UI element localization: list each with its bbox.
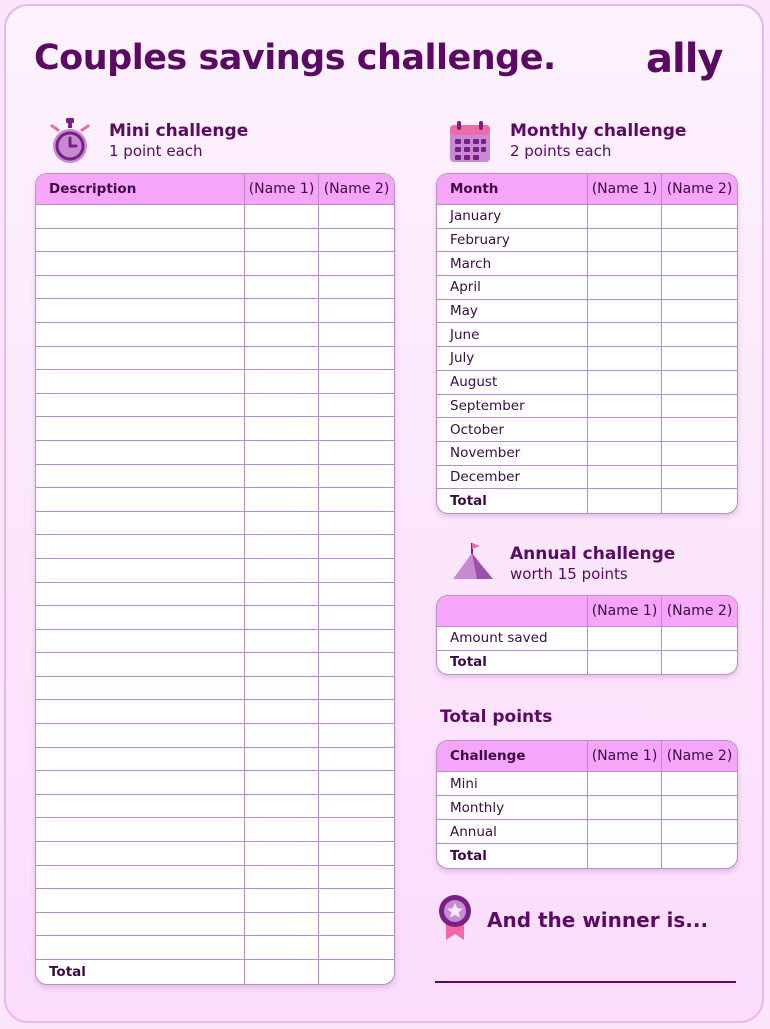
name1-cell[interactable] [588, 418, 662, 442]
table-row [36, 818, 394, 842]
row-label[interactable]: June [437, 323, 588, 347]
ally-logo: ally [646, 36, 723, 82]
description-cell[interactable] [36, 748, 245, 772]
name1-cell[interactable] [245, 370, 319, 394]
total-row [437, 844, 737, 868]
name2-cell[interactable] [319, 889, 394, 913]
description-cell[interactable] [36, 323, 245, 347]
table-row [437, 347, 737, 371]
name1-cell[interactable] [245, 535, 319, 559]
table-row [36, 299, 394, 323]
description-cell[interactable] [36, 606, 245, 630]
name2-cell[interactable] [319, 276, 394, 300]
name2-cell[interactable] [319, 748, 394, 772]
name2-cell[interactable] [319, 771, 394, 795]
annual-subtitle: worth 15 points [510, 565, 628, 583]
name1-cell[interactable] [588, 347, 662, 371]
name1-cell[interactable] [245, 866, 319, 890]
table-row [36, 205, 394, 229]
winner-text: And the winner is... [487, 908, 709, 932]
name1-cell[interactable] [245, 818, 319, 842]
column-header-name1: (Name 1) [588, 596, 662, 627]
row-label[interactable]: July [437, 347, 588, 371]
mini-header [109, 121, 248, 160]
name1-cell[interactable] [245, 700, 319, 724]
table-row [36, 347, 394, 371]
name1-cell[interactable] [588, 371, 662, 395]
table-row [36, 276, 394, 300]
name2-cell[interactable] [662, 627, 737, 651]
name2-cell[interactable] [319, 700, 394, 724]
row-label[interactable]: October [437, 418, 588, 442]
description-cell[interactable] [36, 417, 245, 441]
description-cell[interactable] [36, 724, 245, 748]
table-row [36, 936, 394, 960]
name2-cell[interactable] [319, 465, 394, 489]
name1-cell[interactable] [245, 936, 319, 960]
name1-cell[interactable] [245, 842, 319, 866]
table-row [437, 300, 737, 324]
name1-cell[interactable] [245, 559, 319, 583]
monthly-subtitle: 2 points each [510, 142, 612, 160]
description-cell[interactable] [36, 559, 245, 583]
table-row [437, 323, 737, 347]
page-title: Couples savings challenge. [34, 38, 556, 78]
name2-cell[interactable] [319, 229, 394, 253]
table-row [36, 394, 394, 418]
column-header-month: Month [437, 174, 588, 205]
description-cell[interactable] [36, 818, 245, 842]
mini-subtitle: 1 point each [109, 142, 203, 160]
name1-cell[interactable] [245, 606, 319, 630]
name1-cell[interactable] [588, 466, 662, 490]
table-row [36, 535, 394, 559]
table-row [36, 677, 394, 701]
table-row [437, 371, 737, 395]
total-label[interactable]: Total [437, 489, 588, 513]
name2-cell[interactable] [319, 370, 394, 394]
award-ribbon-icon [437, 894, 473, 942]
name2-cell[interactable] [319, 795, 394, 819]
table-row [36, 630, 394, 654]
table-row [36, 653, 394, 677]
name2-cell[interactable] [319, 417, 394, 441]
description-cell[interactable] [36, 370, 245, 394]
column-header-name2: (Name 2) [319, 174, 394, 205]
name2-cell[interactable] [319, 866, 394, 890]
name1-cell[interactable] [588, 300, 662, 324]
row-label[interactable]: Annual [437, 820, 588, 844]
description-cell[interactable] [36, 205, 245, 229]
total-row [36, 960, 394, 984]
table-row [36, 842, 394, 866]
total-label[interactable]: Total [437, 844, 588, 868]
description-cell[interactable] [36, 394, 245, 418]
mini-challenge-table [35, 173, 395, 985]
row-label[interactable]: Monthly [437, 796, 588, 820]
table-row [36, 889, 394, 913]
description-cell[interactable] [36, 630, 245, 654]
name2-cell[interactable] [662, 820, 737, 844]
name2-cell[interactable] [319, 724, 394, 748]
name1-cell[interactable] [588, 276, 662, 300]
description-cell[interactable] [36, 512, 245, 536]
name1-cell[interactable] [245, 771, 319, 795]
name2-cell[interactable] [319, 512, 394, 536]
monthly-challenge-table [436, 173, 738, 514]
name1-cell[interactable] [245, 276, 319, 300]
description-cell[interactable] [36, 913, 245, 937]
table-row [437, 820, 737, 844]
description-cell[interactable] [36, 535, 245, 559]
table-row [36, 606, 394, 630]
name1-cell[interactable] [245, 913, 319, 937]
name1-cell[interactable] [245, 299, 319, 323]
row-label[interactable]: February [437, 229, 588, 253]
table-row [36, 559, 394, 583]
table-row [437, 229, 737, 253]
row-label[interactable]: Mini [437, 772, 588, 796]
description-cell[interactable] [36, 583, 245, 607]
table-row [36, 488, 394, 512]
mini-title: Mini challenge [109, 121, 249, 141]
name1-cell[interactable] [245, 583, 319, 607]
name1-cell[interactable] [245, 748, 319, 772]
table-row [36, 512, 394, 536]
name1-cell[interactable] [588, 820, 662, 844]
name2-cell[interactable] [319, 205, 394, 229]
row-label[interactable]: March [437, 252, 588, 276]
name1-cell[interactable] [588, 796, 662, 820]
name1-cell[interactable] [245, 441, 319, 465]
name2-cell[interactable] [319, 441, 394, 465]
description-cell[interactable] [36, 936, 245, 960]
description-cell[interactable] [36, 488, 245, 512]
monthly-header [510, 121, 686, 160]
table-row [36, 866, 394, 890]
name2-cell[interactable] [662, 772, 737, 796]
row-label[interactable]: Amount saved [437, 627, 588, 651]
description-cell[interactable] [36, 889, 245, 913]
name1-cell[interactable] [588, 844, 662, 868]
name1-cell[interactable] [245, 512, 319, 536]
table-row [437, 796, 737, 820]
stopwatch-icon [48, 116, 92, 166]
table-row [36, 771, 394, 795]
name1-cell[interactable] [588, 323, 662, 347]
name1-cell[interactable] [588, 229, 662, 253]
total-row [437, 651, 737, 675]
name2-cell[interactable] [662, 205, 737, 229]
name1-cell[interactable] [588, 442, 662, 466]
table-row [36, 748, 394, 772]
name1-cell[interactable] [245, 394, 319, 418]
total-label[interactable]: Total [437, 651, 588, 675]
name2-cell[interactable] [319, 677, 394, 701]
description-cell[interactable] [36, 465, 245, 489]
name2-cell[interactable] [662, 371, 737, 395]
name2-cell[interactable] [319, 606, 394, 630]
table-row [36, 323, 394, 347]
column-header-name1: (Name 1) [588, 741, 662, 772]
name1-cell[interactable] [588, 395, 662, 419]
description-cell[interactable] [36, 866, 245, 890]
name2-cell[interactable] [662, 395, 737, 419]
description-cell[interactable] [36, 795, 245, 819]
name2-cell[interactable] [319, 936, 394, 960]
row-label[interactable]: May [437, 300, 588, 324]
name1-cell[interactable] [245, 488, 319, 512]
description-cell[interactable] [36, 700, 245, 724]
name2-cell[interactable] [319, 252, 394, 276]
name2-cell[interactable] [662, 347, 737, 371]
monthly-title: Monthly challenge [510, 121, 687, 141]
name2-cell[interactable] [662, 442, 737, 466]
name1-cell[interactable] [588, 772, 662, 796]
table-row [36, 370, 394, 394]
name1-cell[interactable] [245, 653, 319, 677]
name2-cell[interactable] [319, 913, 394, 937]
name1-cell[interactable] [245, 960, 319, 984]
name2-cell[interactable] [319, 818, 394, 842]
table-row [437, 252, 737, 276]
name2-cell[interactable] [319, 583, 394, 607]
name2-cell[interactable] [319, 559, 394, 583]
row-label[interactable]: April [437, 276, 588, 300]
table-row [437, 395, 737, 419]
name1-cell[interactable] [245, 205, 319, 229]
name1-cell[interactable] [588, 205, 662, 229]
table-row [36, 465, 394, 489]
name2-cell[interactable] [662, 300, 737, 324]
description-cell[interactable] [36, 252, 245, 276]
row-label[interactable]: November [437, 442, 588, 466]
description-cell[interactable] [36, 441, 245, 465]
name2-cell[interactable] [662, 796, 737, 820]
name2-cell[interactable] [662, 323, 737, 347]
total-points-title: Total points [440, 707, 553, 727]
description-cell[interactable] [36, 299, 245, 323]
name1-cell[interactable] [245, 347, 319, 371]
total-row [437, 489, 737, 513]
table-row [36, 700, 394, 724]
name2-cell[interactable] [662, 489, 737, 513]
name1-cell[interactable] [245, 630, 319, 654]
table-row [36, 724, 394, 748]
name2-cell[interactable] [319, 488, 394, 512]
table-row [437, 442, 737, 466]
table-row [36, 229, 394, 253]
column-header-name2: (Name 2) [662, 174, 737, 205]
table-row [437, 276, 737, 300]
table-row [36, 583, 394, 607]
column-header-challenge: Challenge [437, 741, 588, 772]
name2-cell[interactable] [319, 960, 394, 984]
description-cell[interactable] [36, 347, 245, 371]
column-header-description: Description [36, 174, 245, 205]
name1-cell[interactable] [245, 677, 319, 701]
name2-cell[interactable] [319, 323, 394, 347]
table-row [437, 466, 737, 490]
name2-cell[interactable] [319, 653, 394, 677]
name2-cell[interactable] [319, 535, 394, 559]
description-cell[interactable] [36, 229, 245, 253]
name2-cell[interactable] [319, 394, 394, 418]
name2-cell[interactable] [662, 229, 737, 253]
name2-cell[interactable] [662, 276, 737, 300]
name2-cell[interactable] [662, 466, 737, 490]
name1-cell[interactable] [588, 252, 662, 276]
name2-cell[interactable] [319, 630, 394, 654]
name2-cell[interactable] [662, 844, 737, 868]
description-cell[interactable] [36, 771, 245, 795]
total-points-table [436, 740, 738, 869]
name1-cell[interactable] [245, 323, 319, 347]
name1-cell[interactable] [588, 651, 662, 675]
row-label[interactable]: December [437, 466, 588, 490]
table-row [437, 772, 737, 796]
row-label[interactable]: August [437, 371, 588, 395]
name1-cell[interactable] [245, 465, 319, 489]
column-header-blank [437, 596, 588, 627]
row-label[interactable]: January [437, 205, 588, 229]
name1-cell[interactable] [245, 795, 319, 819]
name1-cell[interactable] [245, 724, 319, 748]
name2-cell[interactable] [662, 418, 737, 442]
column-header-name1: (Name 1) [245, 174, 319, 205]
description-cell[interactable] [36, 677, 245, 701]
calendar-icon [448, 120, 492, 164]
column-header-name2: (Name 2) [662, 741, 737, 772]
table-row [36, 441, 394, 465]
total-label[interactable]: Total [36, 960, 245, 984]
table-row [437, 205, 737, 229]
table-row [36, 252, 394, 276]
annual-challenge-table [436, 595, 738, 675]
name1-cell[interactable] [588, 489, 662, 513]
name1-cell[interactable] [245, 252, 319, 276]
name2-cell[interactable] [662, 252, 737, 276]
name1-cell[interactable] [245, 889, 319, 913]
description-cell[interactable] [36, 276, 245, 300]
table-row [36, 795, 394, 819]
mountain-flag-icon [451, 541, 495, 581]
total-points-header [440, 707, 552, 727]
table-row [437, 418, 737, 442]
table-row [36, 913, 394, 937]
annual-header [510, 544, 675, 583]
name2-cell[interactable] [662, 651, 737, 675]
annual-title: Annual challenge [510, 544, 676, 564]
name1-cell[interactable] [245, 229, 319, 253]
column-header-name2: (Name 2) [662, 596, 737, 627]
name1-cell[interactable] [245, 417, 319, 441]
winner-signature-line[interactable] [435, 981, 736, 983]
description-cell[interactable] [36, 842, 245, 866]
table-row [36, 417, 394, 441]
name2-cell[interactable] [319, 842, 394, 866]
name2-cell[interactable] [319, 299, 394, 323]
table-row [437, 627, 737, 651]
column-header-name1: (Name 1) [588, 174, 662, 205]
name1-cell[interactable] [588, 627, 662, 651]
row-label[interactable]: September [437, 395, 588, 419]
description-cell[interactable] [36, 653, 245, 677]
name2-cell[interactable] [319, 347, 394, 371]
